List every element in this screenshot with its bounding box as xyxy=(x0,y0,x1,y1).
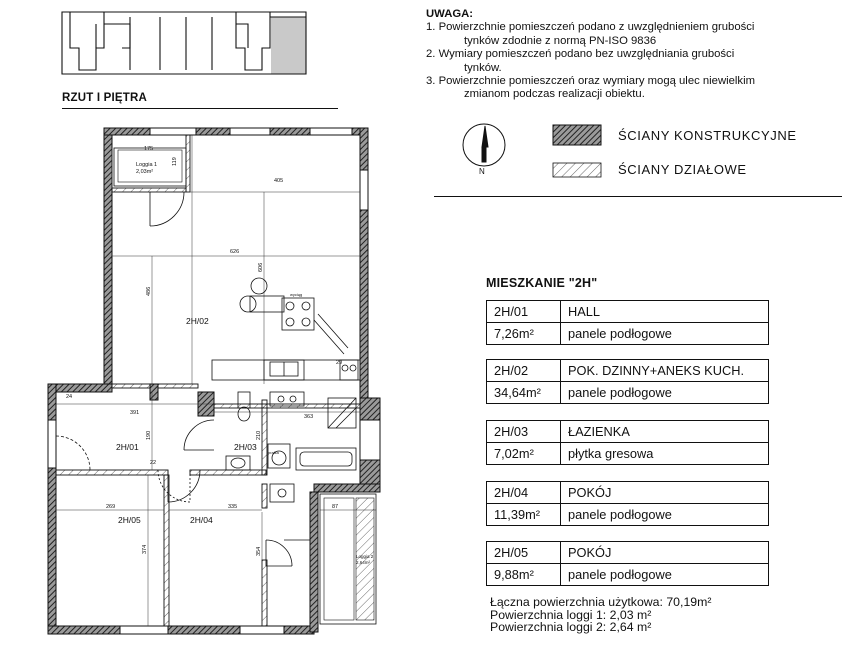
apartment-title: MIESZKANIE "2H" xyxy=(486,276,598,290)
room-area: 9,88m² xyxy=(487,564,561,586)
dim-label: 405 xyxy=(274,178,284,184)
loggia1-area-label: 2,03m² xyxy=(136,169,154,175)
room-area: 11,39m² xyxy=(487,504,561,526)
room-area: 7,02m² xyxy=(487,443,561,465)
dim-label: 486 xyxy=(146,286,152,296)
note-number: 3. xyxy=(426,75,436,88)
room-label-2h05: 2H/05 xyxy=(118,515,141,525)
room-table-2h03 xyxy=(486,420,769,465)
room-table-2h05 xyxy=(486,541,769,586)
room-finish: płytka gresowa xyxy=(561,443,769,465)
room-finish: panele podłogowe xyxy=(561,382,769,404)
loggia1-total: Powierzchnia loggi 1: 2,03 m² xyxy=(490,607,652,622)
dim-label: 269 xyxy=(106,504,116,510)
room-finish: panele podłogowe xyxy=(561,564,769,586)
legend-partition-label: ŚCIANY DZIAŁOWE xyxy=(618,162,747,177)
note-item xyxy=(426,48,846,61)
note-number: 2. xyxy=(426,48,436,61)
room-name: HALL xyxy=(561,301,769,323)
compass-label: N xyxy=(479,167,485,176)
dim-label: 335 xyxy=(228,504,238,510)
room-code: 2H/01 xyxy=(487,301,561,323)
room-code: 2H/03 xyxy=(487,421,561,443)
note-text: Wymiary pomieszczeń podano bez uwzględniania grubości xyxy=(438,48,735,61)
dim-label: 175 xyxy=(144,146,154,152)
area-totals xyxy=(490,596,711,634)
room-area: 7,26m² xyxy=(487,323,561,345)
partition-wall-swatch xyxy=(553,163,601,177)
room-code: 2H/04 xyxy=(487,482,561,504)
column-small xyxy=(150,384,158,400)
loggia1-label: Loggia 1 xyxy=(136,162,158,168)
dim-label: 374 xyxy=(142,544,148,554)
dim-label: 210 xyxy=(256,430,262,440)
loggia2-total: Powierzchnia loggi 2: 2,64 m² xyxy=(490,620,652,634)
dim-label: 626 xyxy=(230,249,240,255)
key-plan xyxy=(62,12,306,74)
room-table-2h01 xyxy=(486,300,769,345)
room-name: POK. DZINNY+ANEKS KUCH. xyxy=(561,360,769,382)
note-item xyxy=(426,21,846,34)
room-label-2h01: 2H/01 xyxy=(116,442,139,452)
dim-label: 354 xyxy=(256,546,262,556)
appliance-label-washer: pralka xyxy=(268,450,279,455)
room-table-2h04 xyxy=(486,481,769,526)
room-finish: panele podłogowe xyxy=(561,323,769,345)
room-label-2h02: 2H/02 xyxy=(186,316,209,326)
dim-label: 190 xyxy=(146,430,152,440)
wall-west-upper xyxy=(104,128,112,384)
note-continuation: tynków. xyxy=(464,61,502,74)
dim-label: 363 xyxy=(304,414,314,420)
legend-divider xyxy=(434,196,842,197)
compass xyxy=(463,124,505,176)
wall-west-step xyxy=(48,384,112,392)
key-plan-highlight xyxy=(271,17,306,74)
total-usable-area: Łączna powierzchnia użytkowa: 70,19m² xyxy=(490,595,712,609)
wall-east-upper xyxy=(360,128,368,398)
dim-label: 87 xyxy=(332,504,339,510)
room-name: ŁAZIENKA xyxy=(561,421,769,443)
dim-label: 22 xyxy=(150,460,157,466)
room-label-2h04: 2H/04 xyxy=(190,515,213,525)
room-table-2h02 xyxy=(486,359,769,404)
wall-loggia2-top xyxy=(314,484,380,492)
note-item xyxy=(426,75,846,88)
appliance-label-hood: wyciąg xyxy=(290,292,303,297)
dim-label: 29 xyxy=(336,360,343,366)
floor-plan xyxy=(48,128,380,634)
floor-plan-title-underline xyxy=(62,108,338,109)
dim-label: 606 xyxy=(258,262,264,272)
note-text: Powierzchnie pomieszczeń oraz wymiary mogą ulec niewielkim xyxy=(438,75,755,88)
loggia2-label: Loggia 2 xyxy=(356,554,374,559)
room-name: POKÓJ xyxy=(561,482,769,504)
dim-label: 119 xyxy=(172,157,178,166)
room-code: 2H/02 xyxy=(487,360,561,382)
note-text: Powierzchnie pomieszczeń podano z uwzględnieniem grubości xyxy=(438,21,755,34)
legend-structural-label: ŚCIANY KONSTRUKCYJNE xyxy=(618,128,797,143)
note-continuation: tynków zdodnie z normą PN-ISO 9836 xyxy=(464,34,657,47)
note-continuation: zmianom podczas realizacji obiektu. xyxy=(464,88,645,101)
room-finish: panele podłogowe xyxy=(561,504,769,526)
room-name: POKÓJ xyxy=(561,542,769,564)
room-label-2h03: 2H/03 xyxy=(234,442,257,452)
wall-east-lower xyxy=(310,492,318,632)
room-code: 2H/05 xyxy=(487,542,561,564)
loggia2-area-label: 2,64m² xyxy=(356,560,371,565)
floor-plan-title: RZUT I PIĘTRA xyxy=(62,92,148,104)
notes-block xyxy=(426,8,846,102)
dim-label: 24 xyxy=(66,394,73,400)
room-area: 34,64m² xyxy=(487,382,561,404)
notes-heading: UWAGA: xyxy=(426,8,474,20)
dim-label: 391 xyxy=(130,410,140,416)
structural-wall-swatch xyxy=(553,125,601,145)
note-number: 1. xyxy=(426,21,436,34)
